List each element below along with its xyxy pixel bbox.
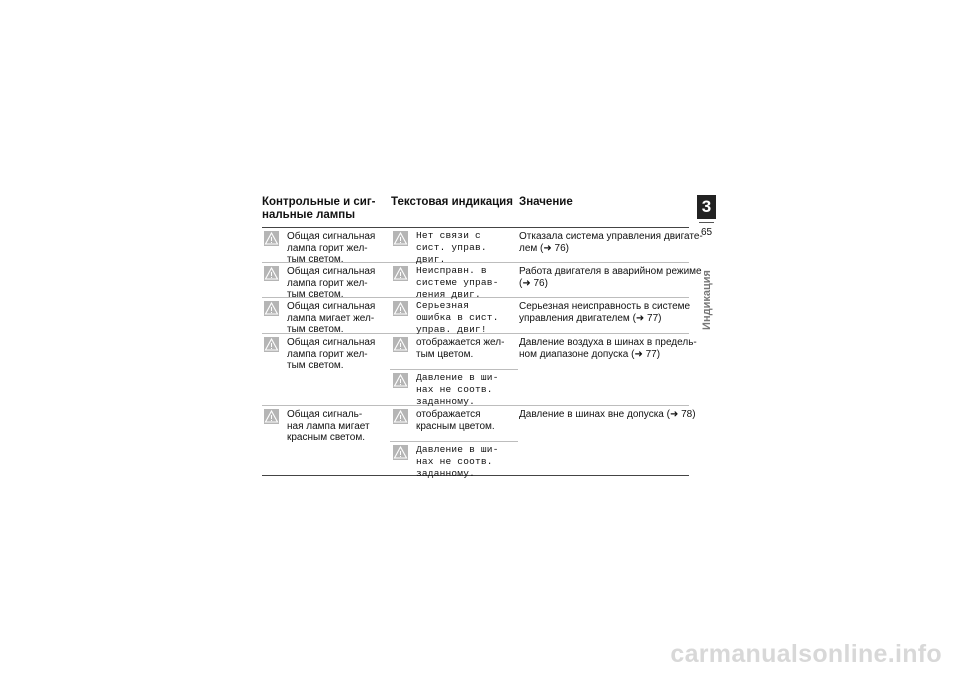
display-text: Нет связи с сист. управ. двиг.: [416, 230, 487, 265]
display-text: Серьезная ошибка в сист. управ. двиг!: [416, 300, 499, 335]
warning-icon: [393, 301, 408, 316]
warning-icon: [393, 337, 408, 352]
table-top-rule: [262, 227, 689, 228]
chapter-number: 3: [697, 195, 716, 219]
lamp-description: Общая сигнальная лампа горит жел- тым светом.: [287, 337, 376, 371]
display-text: отображается красным цветом.: [416, 409, 495, 432]
lamp-description: Общая сигнальная лампа горит жел- тым светом.: [287, 266, 376, 300]
warning-icon: [393, 266, 408, 281]
page-number: 65: [700, 227, 713, 238]
row-divider: [390, 369, 518, 370]
row-divider: [390, 441, 518, 442]
header-text-display: Текстовая индикация: [391, 196, 513, 208]
display-text: Давление в ши- нах не соотв. заданному.: [416, 372, 499, 407]
meaning-text: Отказала система управления двигате- лем (➜ 76): [519, 231, 703, 254]
warning-icon: [393, 231, 408, 246]
warning-icon: [393, 409, 408, 424]
meaning-text: Давление в шинах вне допуска (➜ 78): [519, 409, 696, 420]
header-meaning: Значение: [519, 196, 573, 208]
lamp-description: Общая сигнальная лампа горит жел- тым светом.: [287, 231, 376, 265]
watermark: [0, 640, 960, 669]
warning-icon: [264, 409, 279, 424]
warning-icon: [264, 337, 279, 352]
warning-icon: [393, 373, 408, 388]
page-number-rule: [699, 222, 714, 223]
warning-icon: [264, 301, 279, 316]
display-text: Давление в ши- нах не соотв. заданному.: [416, 444, 499, 479]
warning-icon: [264, 231, 279, 246]
warning-icon: [393, 445, 408, 460]
display-text: Неисправн. в системе управ- ления двиг.: [416, 265, 499, 300]
display-text: отображается жел- тым цветом.: [416, 337, 505, 360]
meaning-text: Работа двигателя в аварийном режиме (➜ 76): [519, 266, 702, 289]
warning-icon: [264, 266, 279, 281]
meaning-text: Серьезная неисправность в системе управления двигателем (➜ 77): [519, 301, 691, 324]
watermark-text: carmanualsonline.info: [670, 640, 942, 668]
lamp-description: Общая сигнальная лампа мигает жел- тым светом.: [287, 301, 376, 335]
lamp-description: Общая сигналь- ная лампа мигает красным светом.: [287, 409, 370, 443]
header-lamps: Контрольные и сиг- нальные лампы: [262, 196, 376, 221]
chapter-title: Индикация: [701, 270, 713, 330]
meaning-text: Давление воздуха в шинах в предель- ном диапазоне допуска (➜ 77): [519, 337, 697, 360]
